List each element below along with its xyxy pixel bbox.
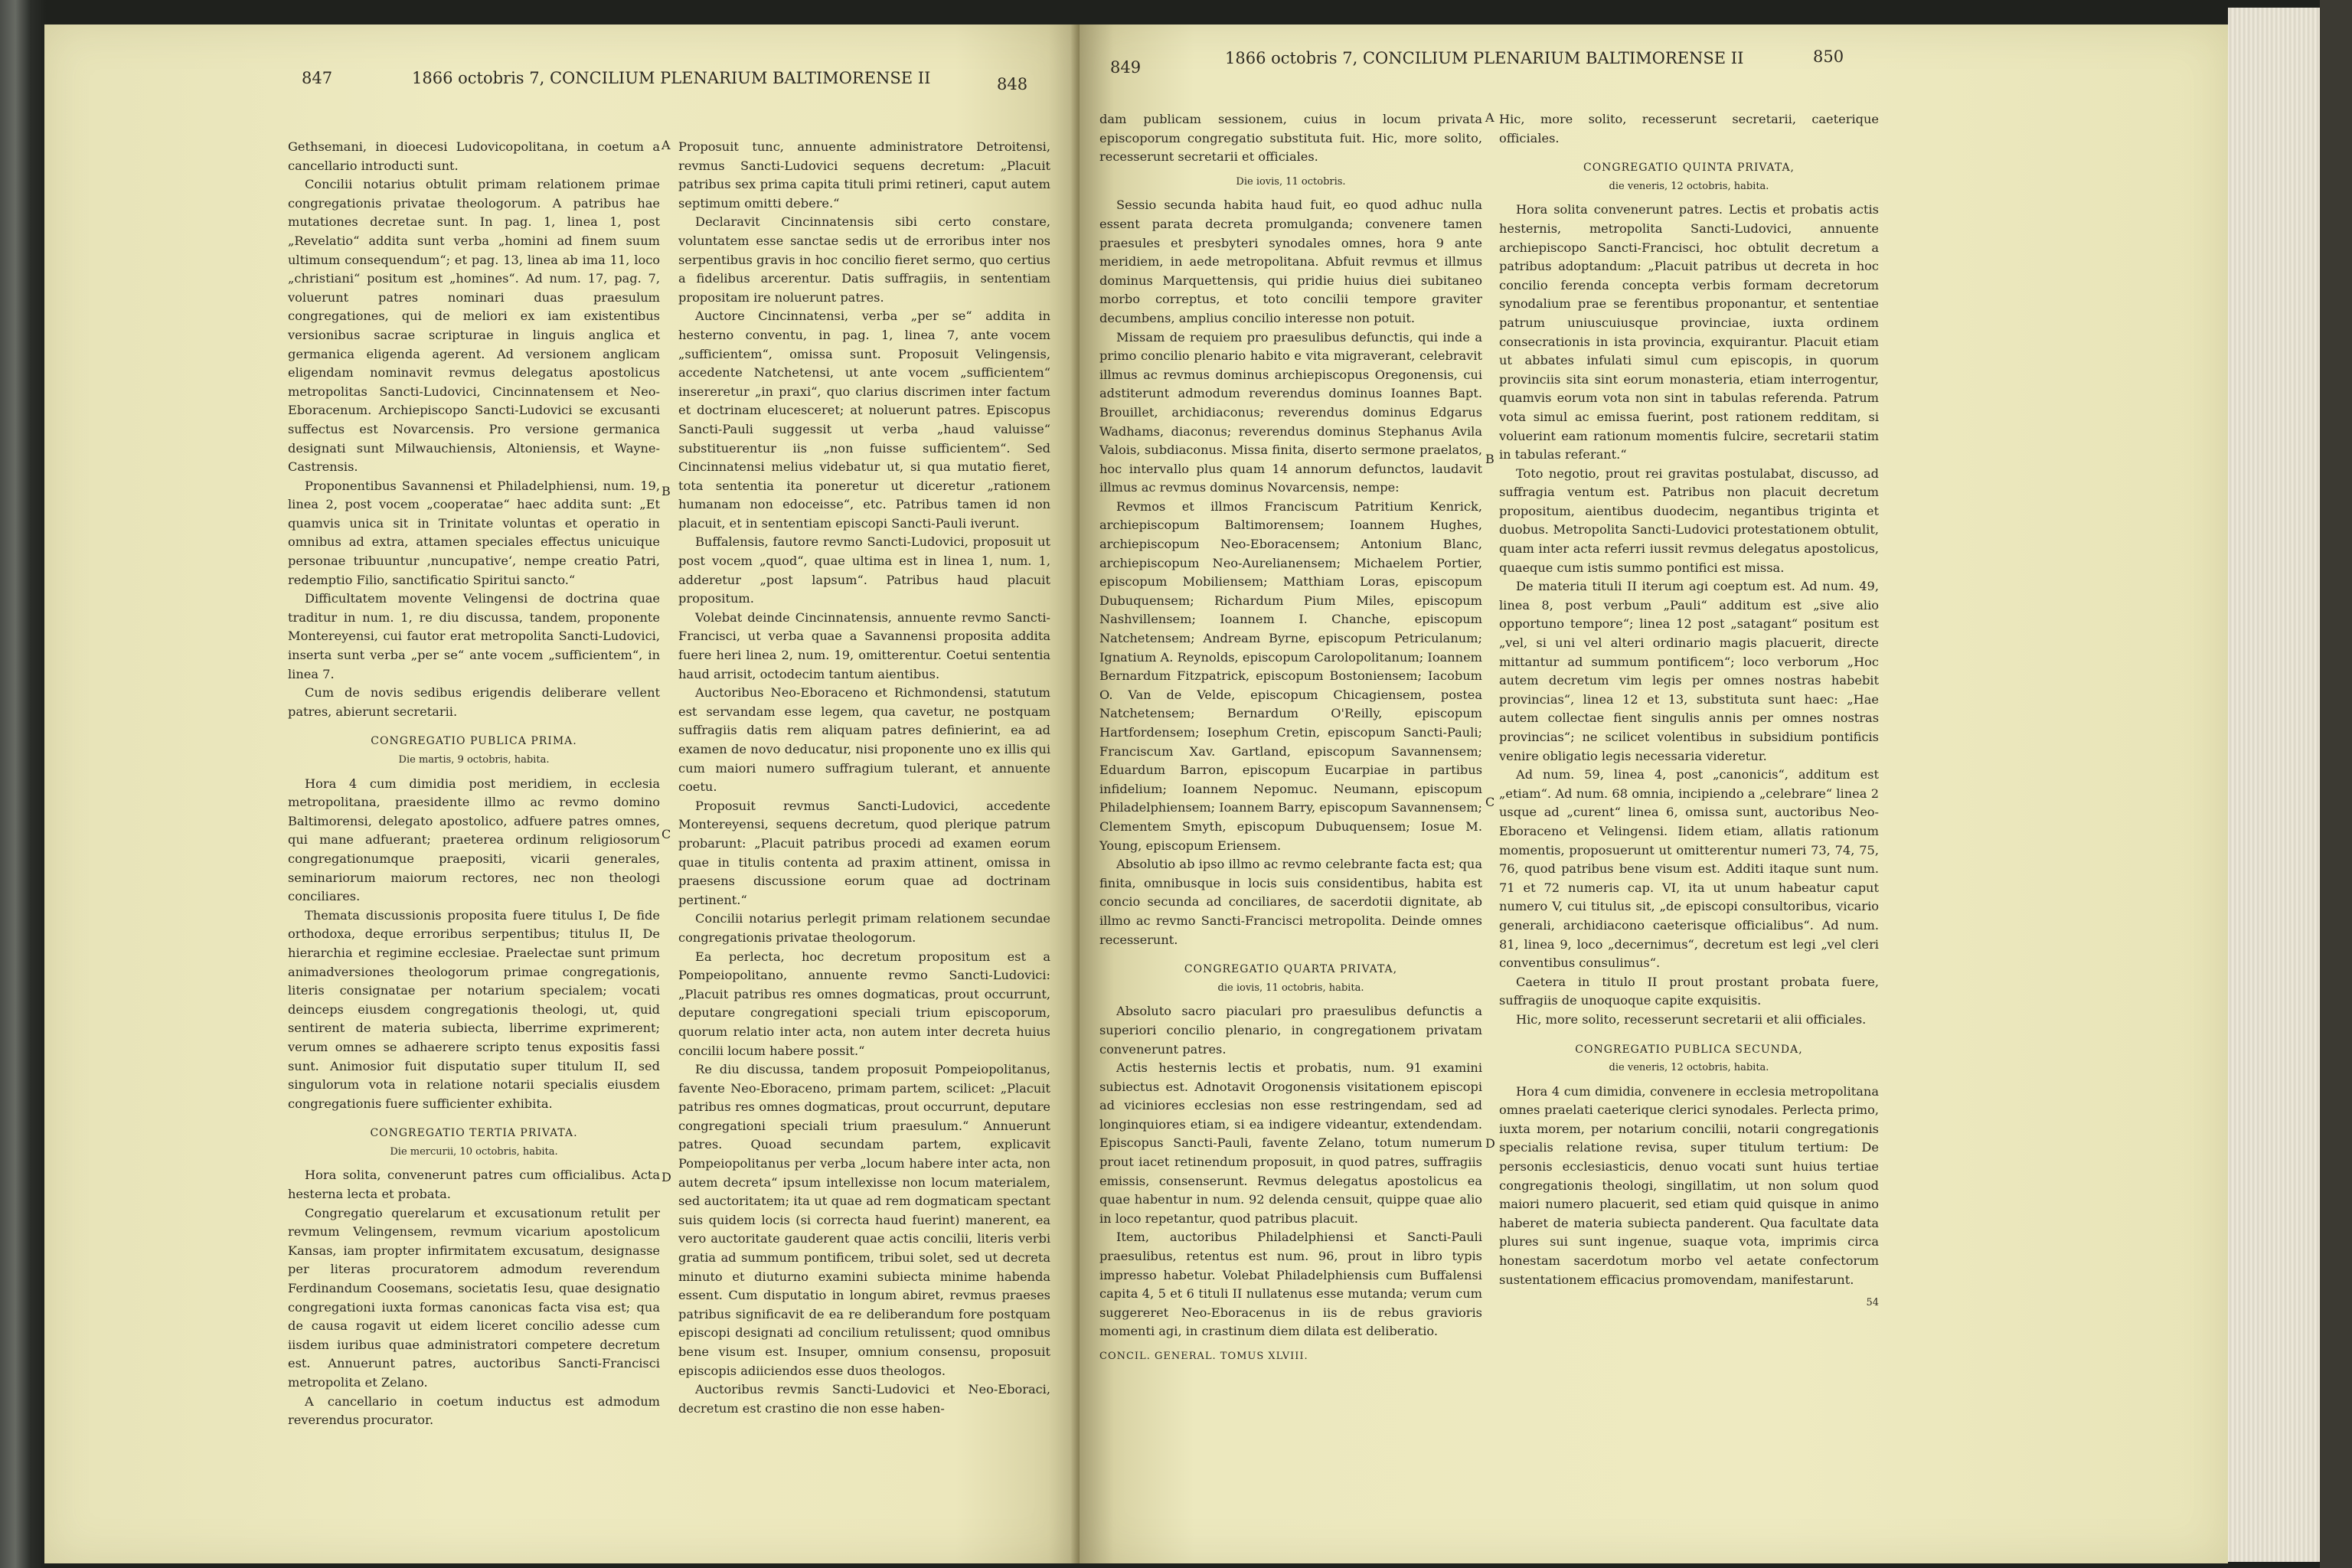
margin-mark-c: C [662,827,671,841]
col-a-paras-3 [288,1166,660,1429]
col-d-top: Hic, more solito, recesserunt secretarii, caeterique officiales. [1499,112,1879,145]
subheading-veneris-2: die veneris, 12 octobris, habita. [1609,1062,1769,1074]
right-page [1080,24,2228,1563]
column-c [1099,110,1482,1367]
signature-mark: 54 [1866,1297,1879,1309]
col-c-paras-1 [1099,196,1482,949]
column-b [678,138,1050,1418]
paragraph: Actis hesternis lectis et probatis, num. 91 examini subiectus est. Adnotavit Orogonensis visitationem episcopi ad viciniores ecclesias non esse restringendam, sed ad longinquiores etiam, si ea indigere videantur, extendendam. Episcopus Sancti-Pauli, favente Zelano, totum numerum prout iacet retinendum proposuit, in quod patres, suffragiis emissis, consenserunt. Revmus delegatus apostolicus ea quae habentur in num. 92 delenda censuit, quippe quae alio in loco repetantur, quod patribus placuit. [1099,1060,1482,1226]
paragraph: Caetera in titulo II prout prostant probata fuere, suffragiis de unoquoque capite exquisitis. [1499,974,1879,1008]
col-a-paras-1 [288,138,660,721]
left-page [44,24,1080,1563]
col-d-paras-1 [1499,201,1879,1029]
margin-mark-a: A [662,138,671,152]
margin-mark-d-right: D [1485,1136,1495,1151]
paragraph: Auctoribus revmis Sancti-Ludovici et Neo-Eboraci, decretum est crastino die non esse haben- [678,1382,1050,1416]
heading-tertia-privata: CONGREGATIO TERTIA PRIVATA. [370,1127,578,1140]
paragraph: Ea perlecta, hoc decretum propositum est a Pompeiopolitano, annuente revmo Sancti-Ludovici: „Placuit patribus res omnes dogmaticas, prout occurrunt, deputare congregationi speciali trium episcoporum, quorum relatio inter acta, non autem inter decreta huius concilii locum habere possit.“ [678,949,1050,1058]
paragraph: A cancellario in coetum inductus est admodum reverendus procurator. [288,1393,660,1428]
page-number-849: 849 [1110,58,1142,77]
heading-quarta-privata: CONGREGATIO QUARTA PRIVATA, [1184,963,1398,976]
col-a-paras-2 [288,775,660,1114]
paragraph: Item, auctoribus Philadelphiensi et Sancti-Pauli praesulibus, retentus est num. 96, prout in libro typis impresso habetur. Volebat Philadelphiensis cum Buffalensi capita 4, 5 et 6 tituli II nullatenus esse mutanda; verum cum suggereret Neo-Eboracenus in iis de rebus gravioris momenti agi, in crastinum diem dilata est deliberatio. [1099,1230,1482,1339]
page-number-850: 850 [1813,47,1844,66]
paragraph: Absoluto sacro piaculari pro praesulibus defunctis a superiori concilio plenario, in congregationem privatam convenerunt patres. [1099,1004,1482,1057]
footer-tomus: CONCIL. GENERAL. TOMUS XLVIII. [1099,1351,1308,1362]
paragraph: Volebat deinde Cincinnatensis, annuente revmo Sancti-Francisci, ut verba quae a Savannensi proposita addita fuere heri linea 2, num. 19, omitterentur. Coetui sententia haud arrisit, octodecim tantum aientibus. [678,609,1050,681]
paragraph: Proposuit tunc, annuente administratore Detroitensi, revmus Sancti-Ludovici sequens decretum: „Placuit patribus sex prima capita tituli primi retineri, caput autem septimum omitti debere.“ [678,139,1050,211]
paragraph: Themata discussionis proposita fuere titulus I, De fide orthodoxa, deque erroribus serpentibus; titulus II, De hierarchia et regimine ecclesiae. Praelectae sunt primum animadversiones theologorum primae congregationis, literis consignatae per notarium specialem; vocati deinceps eiusdem congregationis theologi, ut, quid sentirent de materia subiecta, liberrime exprimerent; verum omnes se adhaerere scripto tenus expositis fassi sunt. Animosior fuit disputatio super titulum II, sed singulorum vota in relatione notarii specialis eiusdem congregationis fuere sufficienter exhibita. [288,907,660,1111]
col-d-paras-2 [1499,1083,1879,1290]
paragraph: Proposuit revmus Sancti-Ludovici, accedente Montereyensi, sequens decretum, quod plerique patrum probarunt: „Placuit patribus procedi ad examen eorum quae in titulis contenta ad praxim attinent, omissa in praesens discussione eorum quae ad doctrinam pertinent.“ [678,798,1050,907]
paragraph: Re diu discussa, tandem proposuit Pompeiopolitanus, favente Neo-Eboraceno, primam partem, scilicet: „Placuit patribus res omnes dogmaticas, prout occurrunt, deputare congregationi speciali trium praesulum.“ Annuerunt patres. Quoad secundam partem, explicavit Pompeiopolitanus per verba „locum habere inter acta, non autem decreta“ ipsum intellexisse non locum materialem, sed auctoritatem; ita ut quae ad rem dogmaticam spectant suis quidem locis (si correcta haud fuerint) manerent, ea vero auctoritate gauderent quae actis concilii, literis verbi gratia ad summum pontificem, tribui solet, sed ut decreta minuto et diuturno examini subiecta minime habenda essent. Cum disputatio in longum abiret, revmus praeses patribus significavit de ea re deliberandum fore postquam episcopi designati ad concilium retulissent; quod omnibus bene visum est. Insuper, omnium consensu, proposuit episcopis adiiciendos esse duos theologos. [678,1062,1050,1378]
page-number-848: 848 [997,75,1028,93]
margin-mark-c-right: C [1485,795,1495,809]
paragraph: Hora 4 cum dimidia post meridiem, in ecclesia metropolitana, praesidente illmo ac revmo domino Baltimorensi, delegato apostolico, adfuere patres omnes, qui mane adfuerant; praeterea ordinum religiosorum congregationumque praepositi, vicarii generales, seminariorum maiorum rectores, nec non theologi conciliares. [288,776,660,904]
book-cover-edge [2320,0,2352,1568]
paragraph: Absolutio ab ipso illmo ac revmo celebrante facta est; qua finita, omnibusque in locis suis considentibus, habita est concio secunda ad conciliares, de sacerdotii dignitate, ab illmo ac revmo Sancti-Francisci metropolita. Deinde omnes recesserunt. [1099,857,1482,947]
subheading-veneris: die veneris, 12 octobris, habita. [1609,180,1769,192]
margin-mark-d: D [662,1170,671,1184]
margin-mark-b-right: B [1485,452,1494,466]
paragraph: Concilii notarius perlegit primam relationem secundae congregationis privatae theologorum. [678,911,1050,945]
paragraph: Missam de requiem pro praesulibus defunctis, qui inde a primo concilio plenario habito e vita migraverant, celebravit illmus ac revmus dominus archiepiscopus Oregonensis, cui adstiterunt admodum reverendus dominus Ioannes Bapt. Brouillet, archidiaconus; reverendus dominus Edgarus Wadhams, diaconus; reverendus dominus Stephanus Avila Valois, subdiaconus. Missa finita, diserto sermone praelatos, hoc intervallo plus quam 14 annorum defunctos, laudavit illmus ac revmus dominus Novarcensis, nempe: [1099,329,1482,495]
subheading-iovis: Die iovis, 11 octobris. [1236,175,1346,188]
subheading-martis: Die martis, 9 octobris, habita. [398,754,550,766]
paragraph: Auctoribus Neo-Eboraceno et Richmondensi, statutum est servandam esse legem, qua cavetur, ne postquam suffragiis datis rem aliquam patres definierint, ea ad examen de novo deducatur, nisi proponente uno ex illis qui cum maiori numero suffragium tulerant, et annuente coetu. [678,685,1050,795]
page-number-847: 847 [302,69,333,87]
running-head-right: 1866 octobris 7, CONCILIUM PLENARIUM BALTIMORENSE II [1225,49,1744,67]
paragraph: Revmos et illmos Franciscum Patritium Kenrick, archiepiscopum Baltimorensem; Ioannem Hughes, archiepiscopum Neo-Eboracensem; Antonium Blanc, archiepiscopum Neo-Aurelianensem; Michaelem Portier, episcopum Mobiliensem; Matthiam Loras, episcopum Dubuquensem; Richardum Pium Miles, episcopum Nashvillensem; Ioannem I. Chanche, episcopum Natchetensem; Andream Byrne, episcopum Petriculanum; Ignatium A. Reynolds, episcopum Carolopolitanum; Ioannem Bernardum Fitzpatrick, episcopum Bostoniensem; Iacobum O. Van de Velde, episcopum Chicagiensem, postea Natchetensem; Bernardum O'Reilly, episcopum Hartfordensem; Iosephum Cretin, episcopum Sancti-Pauli; Franciscum Xav. Gartland, episcopum Savannensem; Eduardum Barron, episcopum Eucarpiae in partibus infidelium; Ioannem Nepomuc. Neumann, episcopum Philadelphiensem; Ioannem Barry, episcopum Savannensem; Clementem Smyth, episcopum Dubuquensem; Iosue M. Young, episcopum Eriensem. [1099,498,1482,853]
paragraph: Congregatio querelarum et excusationum retulit per revmum Velingensem, revmum vicarium apostolicum Kansas, iam propter infirmitatem excusatum, designasse per literas procuratorem admodum reverendum Ferdinandum Coosemans, societatis Iesu, quae designatio congregationi iuxta formas canonicas facta visa est; qua de causa rogavit ut eidem liceret concilio adesse cum iisdem iuribus quae administratori competere decretum est. Annuerunt patres, auctoribus Sancti-Francisci metropolita et Zelano. [288,1205,660,1390]
paragraph: Sessio secunda habita haud fuit, eo quod adhuc nulla essent parata decreta promulganda; convenere tamen praesules et presbyteri synodales omnes, hora 9 ante meridiem, in aede metropolitana. Abfuit revmus et illmus dominus Marquettensis, qui pridie huius diei subitaneo morbo correptus, et toto concilii tempore graviter decumbens, amplius concilio interesse non potuit. [1099,198,1482,325]
running-head-left: 1866 octobris 7, CONCILIUM PLENARIUM BALTIMORENSE II [412,69,931,87]
paragraph: Proponentibus Savannensi et Philadelphiensi, num. 19, linea 2, post vocem „cooperatae“ haec addita sunt: „Et quamvis unica sit in Trinitate voluntas et operatio in omnibus ad extra, attamen speciales effectus unicuique personae tribuuntur ‚nuncupative‘, nempe creatio Patri, redemptio Filio, sanctificatio Spiritui sancto.“ [288,478,660,587]
paragraph: Difficultatem movente Velingensi de doctrina quae traditur in num. 1, re diu discussa, tandem, proponente Montereyensi, cui fautor erat metropolita Sancti-Ludovici, inserta sunt verba „per se“ ante vocem „sufficientem“, in linea 7. [288,591,660,681]
paragraph: Gethsemani, in dioecesi Ludovicopolitana, in coetum a cancellario introducti sunt. [288,139,660,173]
heading-publica-secunda: CONGREGATIO PUBLICA SECUNDA, [1575,1043,1803,1056]
subheading-mercurii: Die mercurii, 10 octobris, habita. [390,1145,558,1158]
paragraph: Hic, more solito, recesserunt secretarii et alii officiales. [1516,1011,1867,1027]
paragraph: Hora solita, convenerunt patres cum officialibus. Acta hesterna lecta et probata. [288,1168,660,1202]
paragraph: Buffalensis, fautore revmo Sancti-Ludovici, proposuit ut post vocem „quod“, quae ultima est in linea 1, num. 1, adderetur „post lapsum“. Patribus haud placuit propositum. [678,534,1050,606]
paragraph: Concilii notarius obtulit primam relationem primae congregationis privatae theologorum. A patribus hae mutationes decretae sunt. In pag. 1, linea 1, post „Revelatio“ addita sunt verba „homini ad finem suum ultimum consequendum“; et pag. 13, linea ab ima 11, loco „christiani“ positum est „homines“. Ad num. 17, pag. 7, voluerunt patres nominari duas praesulum congregationes, qui de meliori ex iam existentibus versionibus sacrae scripturae in linguis anglica et germanica eligenda agerent. Ad versionem anglicam eligendam nominavit revmus delegatus apostolicus metropolitas Sancti-Ludovici, Cincinnatensem et Neo-Eboracenum. Archiepiscopo Sancti-Ludovici se excusanti suffectus est Novarcensis. Pro versione germanica designati sunt Milwauchiensis, Altoniensis, et Wayne-Castrensis. [288,177,660,475]
paragraph: Hora solita convenerunt patres. Lectis et probatis actis hesternis, metropolita Sancti-Ludovici, annuente archiepiscopo Sancti-Francisci, hoc obtulit decretum a patribus adoptandum: „Placuit patribus ut decreta in hoc concilio ferenda concepta verbis formam decretorum synodalium prae se ferentibus proponantur, et sententiae patrum uniuscuiusque provinciae, iuxta ordinem consecrationis in ista provincia, exquirantur. Placuit etiam ut abbates infulati simul cum episcopis, in quorum provinciis sita sint eorum monasteria, etiam interrogentur, quamvis eorum vota non sint in tabulas referenda. Patrum vota simul ac emissa fuerint, post rationem redditam, si voluerint eam rationum momentis fulcire, secretarii statim in tabulas referant.“ [1499,202,1879,462]
paragraph: Auctore Cincinnatensi, verba „per se“ addita in hesterno conventu, in pag. 1, linea 7, ante vocem „sufficientem“, omissa sunt. Proposuit Velingensis, accedente Natchetensi, ut ante vocem „sufficientem“ insereretur „in praxi“, quo clarius discrimen inter factum et doctrinam elucesceret; at noluerunt patres. Episcopus Sancti-Pauli suggessit ut verba „haud valuisse“ substituerentur iis „non fuisse sufficientem“. Sed Cincinnatensi melius videbatur ut, si qua mutatio fieret, tota sententia ita poneretur ut diceretur „rationem humanam non edoceisse“, etc. Patribus tamen id non placuit, et in sententiam episcopi Sancti-Pauli iverunt. [678,309,1050,531]
margin-mark-a-right: A [1485,110,1494,125]
margin-mark-b: B [662,484,671,498]
column-a [288,138,660,1430]
book-page-edges [2228,8,2320,1562]
col-c-top: dam publicam sessionem, cuius in locum privata episcoporum congregatio substituta fuit. Hic, more solito, recesserunt secretarii et officiales. [1099,112,1482,165]
heading-publica-prima: CONGREGATIO PUBLICA PRIMA. [371,735,577,748]
col-c-paras-2 [1099,1002,1482,1341]
paragraph: Declaravit Cincinnatensis sibi certo constare, voluntatem esse sanctae sedis ut de erroribus inter nos serpentibus gravis in hoc concilio fieret sermo, quo certius a fidelibus arcerentur. Datis suffragiis, in sententiam propositam ire noluerunt patres. [678,214,1050,305]
paragraph: Toto negotio, prout rei gravitas postulabat, discusso, ad suffragia ventum est. Patribus non placuit decretum propositum, aientibus duodecim, negantibus triginta et duobus. Metropolita Sancti-Ludovici protestationem obtulit, quam inter acta referri iussit revmus delegatus apostolicus, quaeque cum istis summo pontifici est missa. [1499,466,1879,575]
paragraph: Ad num. 59, linea 4, post „canonicis“, additum est „etiam“. Ad num. 68 omnia, incipiendo a „celebrare“ linea 2 usque ad „curent“ linea 6, omissa sunt, auctoribus Neo-Eboraceno et Velingensi. Iidem etiam, allatis rationum momentis, proposuerunt ut omitterentur numeri 73, 74, 75, 76, quod patribus bene visum est. Additi itaque sunt num. 71 et 72 numeris cap. VI, ita ut unum habeatur caput numero V, cui titulus sit, „de episcopi consultoribus, vicario generali, archidiacono caeterisque officialibus“. Ad num. 81, linea 9, loco „decernimus“, decretum est legi „vel cleri conventibus consulimus“. [1499,767,1879,971]
heading-quinta-privata: CONGREGATIO QUINTA PRIVATA, [1583,162,1795,175]
paragraph: Hora 4 cum dimidia, convenere in ecclesia metropolitana omnes praelati caeterique clerici synodales. Perlecta primo, iuxta morem, per notarium concilii, notarii congregationis specialis relatione revisa, super titulum tertium: De personis ecclesiasticis, denuo vocati sunt huius tertiae congregationis theologi, singillatim, ut non solum quod maiori numero placuerit, sed etiam quid quisque in animo haberet de materia subiecta panderent. Qua facultate data plures sui sunt ingenue, suaque vota, imprimis circa honestam sacerdotum morbo vel aetate confectorum sustentationem efficacius promovendam, manifestarunt. [1499,1083,1879,1287]
paragraph: Cum de novis sedibus erigendis deliberare vellent patres, abierunt secretarii. [288,685,660,719]
column-d [1499,110,1879,1313]
subheading-iovis-2: die iovis, 11 octobris, habita. [1217,982,1364,994]
paragraph: De materia tituli II iterum agi coeptum est. Ad num. 49, linea 8, post verbum „Pauli“ additum est „sive alio opportuno tempore“; linea 12 post „satagant“ positum est „vel, si uni vel alteri ordinario magis placuerit, directe mittantur ad summum pontificem“; loco verborum „Hoc autem decretum vim legis per omnes nostras habebit provincias“, linea 12 et 13, substituta sunt haec: „Hae autem collectae fient singulis annis per omnes nostras provincias“; ne scilicet volentibus in subsidium pontificis venire obligatio legis necessaria videretur. [1499,579,1879,763]
col-b-paras [678,138,1050,1418]
